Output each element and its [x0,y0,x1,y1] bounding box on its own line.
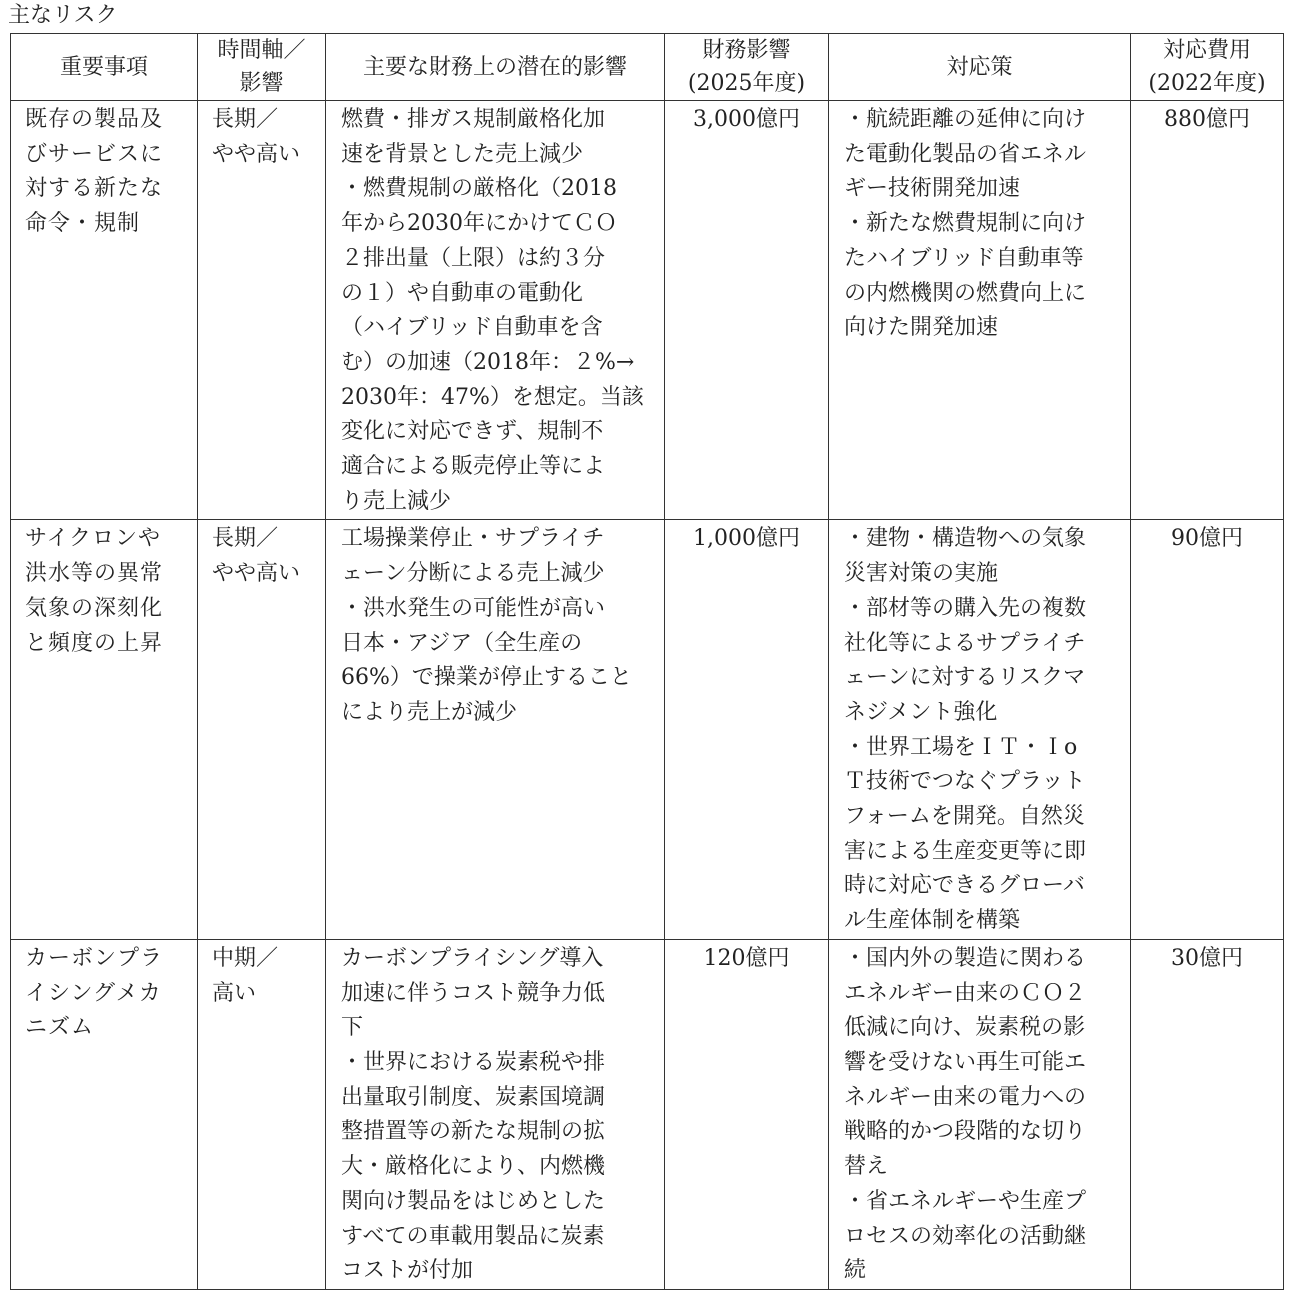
header-impact: 主要な財務上の潜在的影響 [326,34,665,101]
table-row [11,101,1284,520]
table-caption: 主なリスク [8,3,118,28]
financial-amount-cell-value: 3,000億円 [693,107,800,132]
financial-impact-cell-line: ２排出量（上限）は約３分 [341,245,606,271]
header-financial-line2: (2025年度) [687,71,806,96]
financial-impact-cell-line: 変化に対応できず、規制不 [341,419,604,445]
financial-amount-cell [665,520,829,939]
financial-impact-cell-line: により売上が減少 [341,699,518,725]
financial-impact-cell-line: 大・厳格化により、内燃機 [341,1154,606,1180]
measures-cell-line: の内燃機関の燃費向上に [844,280,1087,306]
header-row [11,34,1284,101]
financial-impact-cell-line: 燃費・排ガス規制厳格化加 [341,107,606,132]
time-impact-cell-line: やや高い [212,561,301,587]
financial-impact-cell-line: 日本・アジア（全生産の [341,630,583,656]
measures-cell-line: 低減に向け、炭素税の影 [844,1015,1086,1041]
item-cell [11,520,198,939]
header-measures: 対応策 [829,34,1131,101]
measures-cell-line: 向けた開発加速 [844,315,999,341]
header-financial-line1: 財務影響 [702,38,791,63]
measures-cell-line: 災害対策の実施 [844,561,999,587]
financial-impact-cell-line: 工場操業停止・サプライチ [341,526,605,552]
measures-cell-line: ・国内外の製造に関わる [844,945,1087,971]
measures-cell-line: ・省エネルギーや生産プ [844,1188,1087,1214]
time-impact-cell-line: 中期／ [212,945,279,971]
time-impact-cell-line: やや高い [212,141,301,167]
table-row [11,939,1284,1289]
financial-impact-cell-line: コストが付加 [341,1258,474,1284]
financial-impact-cell-line: （ハイブリッド自動車を含 [341,315,603,341]
measures-cell-line: た電動化製品の省エネル [844,141,1087,167]
measures-cell-line: 戦略的かつ段階的な切り [844,1119,1087,1145]
financial-impact-cell-line: ・燃費規制の厳格化（2018 [341,176,617,202]
financial-amount-cell [665,101,829,520]
financial-amount-cell [665,939,829,1289]
financial-impact-cell-line: 下 [341,1015,364,1041]
table-row [11,520,1284,939]
measures-cell-line: エネルギー由来のＣＯ２ [844,980,1087,1006]
header-time-line1: 時間軸／ [217,38,306,63]
measures-cell-line: ネルギー由来の電力への [844,1084,1087,1110]
measures-cell-line: ・建物・構造物への気象 [844,526,1087,552]
item-cell-line: 洪水等の異常 [25,561,164,587]
measures-cell-line: ル生産体制を構築 [844,908,1021,934]
measures-cell-line: ェーンに対するリスクマ [844,665,1086,691]
header-time [198,34,326,101]
time-impact-cell [198,520,326,939]
measures-cell-line: 替え [844,1154,889,1180]
financial-impact-cell-line: 出量取引制度、炭素国境調 [341,1084,606,1110]
measures-cell [829,101,1131,520]
financial-impact-cell-line: 整措置等の新たな規制の拡 [341,1119,606,1145]
header-financial [665,34,829,101]
measures-cell-line: ギー技術開発加速 [844,176,1021,202]
financial-impact-cell-line: ・洪水発生の可能性が高い [341,595,606,621]
cost-cell-value: 880億円 [1164,107,1250,132]
financial-impact-cell-line: カーボンプライシング導入 [341,945,604,971]
time-impact-cell-line: 高い [212,980,257,1006]
financial-impact-cell [326,101,665,520]
measures-cell [829,939,1131,1289]
cost-cell [1131,101,1284,520]
time-impact-cell-line: 長期／ [212,526,279,552]
financial-impact-cell-line: 年から2030年にかけてＣＯ [341,211,617,237]
measures-cell-line: フォームを開発。自然災 [844,804,1085,830]
financial-impact-cell-line: 関向け製品をはじめとした [341,1188,606,1214]
financial-impact-cell-line: 2030年：47%）を想定。当該 [341,384,644,410]
measures-cell-line: 社化等によるサプライチ [844,630,1086,656]
measures-cell-line: ・新たな燃費規制に向け [844,211,1087,237]
item-cell-line: イシングメカ [25,980,162,1006]
time-impact-cell [198,101,326,520]
financial-impact-cell-line: ェーン分断による売上減少 [341,561,605,587]
financial-impact-cell-line: すべての車載用製品に炭素 [341,1223,605,1249]
item-cell-line: 気象の深刻化 [25,595,164,621]
measures-cell-line: ロセスの効率化の活動継 [844,1223,1087,1249]
measures-cell [829,520,1131,939]
financial-impact-cell-line: 適合による販売停止等によ [341,454,606,480]
item-cell-line: 命令・規制 [25,211,141,237]
header-cost-line1: 対応費用 [1162,38,1251,63]
financial-amount-cell-value: 1,000億円 [693,526,800,552]
financial-impact-cell-line: り売上減少 [341,488,452,514]
financial-impact-cell-line: の１）や自動車の電動化 [341,280,584,306]
measures-cell-line: ネジメント強化 [844,699,998,725]
financial-amount-cell-value: 120億円 [703,945,790,971]
financial-impact-cell-line: む）の加速（2018年：２%→ [341,349,635,375]
risk-table [10,33,1284,1290]
measures-cell-line: たハイブリッド自動車等 [844,245,1084,271]
item-cell-line: 既存の製品及 [25,107,164,132]
cost-cell [1131,939,1284,1289]
measures-cell-line: 続 [844,1258,867,1284]
financial-impact-cell-line: 66%）で操業が停止すること [341,665,632,691]
item-cell-line: サイクロンや [25,526,162,552]
time-impact-cell-line: 長期／ [212,107,279,132]
measures-cell-line: 響を受けない再生可能エ [844,1049,1087,1075]
item-cell-line: ニズム [25,1015,95,1041]
header-cost [1131,34,1284,101]
risk-table-body [11,101,1284,1290]
measures-cell-line: 害による生産変更等に即 [844,838,1087,864]
financial-impact-cell-line: 加速に伴うコスト競争力低 [341,980,606,1006]
financial-impact-cell-line: 速を背景とした売上減少 [341,141,584,167]
cost-cell-value: 90億円 [1171,526,1243,552]
header-cost-line2: (2022年度) [1148,71,1266,96]
cost-cell-value: 30億円 [1171,945,1243,971]
financial-impact-cell-line: ・世界における炭素税や排 [341,1049,606,1075]
measures-cell-line: Ｔ技術でつなぐプラット [844,769,1086,795]
item-cell-line: と頻度の上昇 [25,630,164,656]
financial-impact-cell [326,939,665,1289]
measures-cell-line: ・世界工場をＩＴ・Ｉo [844,734,1078,760]
header-item: 重要事項 [11,34,198,101]
measures-cell-line: ・航続距離の延伸に向け [844,107,1087,132]
cost-cell [1131,520,1284,939]
item-cell [11,939,198,1289]
time-impact-cell [198,939,326,1289]
item-cell-line: カーボンプラ [25,945,164,971]
item-cell-line: 対する新たな [25,176,164,202]
measures-cell-line: ・部材等の購入先の複数 [844,595,1087,621]
item-cell-line: びサービスに [25,141,164,167]
item-cell [11,101,198,520]
header-time-line2: 影響 [239,71,284,96]
measures-cell-line: 時に対応できるグローバ [844,873,1085,899]
financial-impact-cell [326,520,665,939]
